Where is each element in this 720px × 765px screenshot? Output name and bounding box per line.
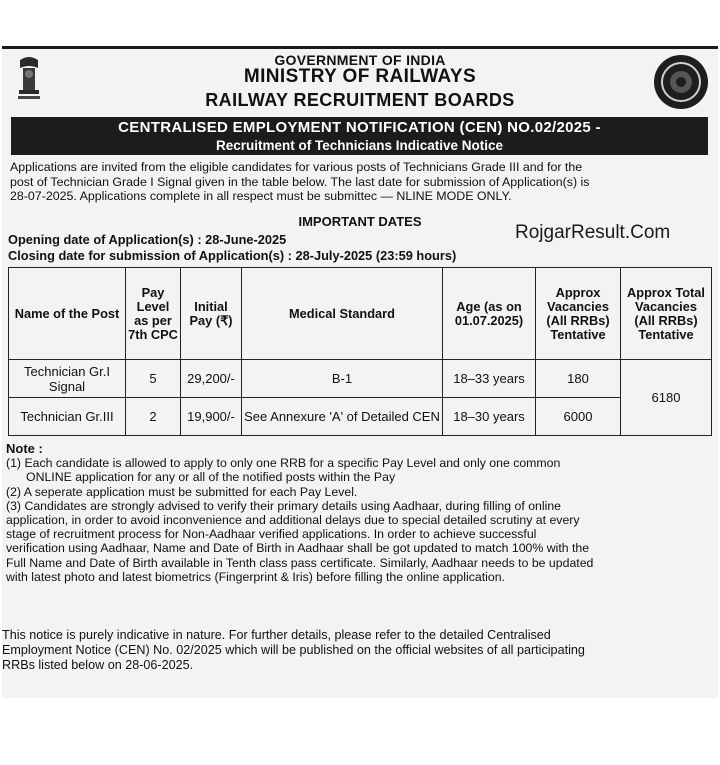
col-header-total: Approx Total Vacancies (All RRBs) Tentative: [621, 268, 712, 360]
col-header-initial-pay: Initial Pay (₹): [181, 268, 242, 360]
col-header-vacancies: Approx Vacancies (All RRBs) Tentative: [536, 268, 621, 360]
cell-pay: 29,200/-: [181, 360, 242, 398]
opening-date: Opening date of Application(s) : 28-June-2025: [8, 232, 287, 247]
cell-total: 6180: [621, 360, 712, 436]
cell-post: Technician Gr.III: [9, 398, 126, 436]
note-line: application, in order to avoid inconvenience and additional delays due to special detailed scrutiny at every: [6, 513, 580, 528]
note-line: (3) Candidates are strongly advised to verify their primary details using Aadhaar, during filling of online: [6, 498, 562, 513]
intro-line: post of Technician Grade I Signal given in the table below. The last date for submission of Application(s) is: [10, 174, 590, 189]
watermark-text: RojgarResult.Com: [515, 222, 671, 243]
intro-paragraph: [10, 160, 589, 204]
cell-level: 5: [126, 360, 181, 398]
closing-line: RRBs listed below on 28-06-2025.: [2, 658, 194, 672]
cen-subtitle: Recruitment of Technicians Indicative Notice: [215, 138, 504, 153]
closing-date: Closing date for submission of Application(s) : 28-July-2025 (23:59 hours): [8, 248, 457, 263]
note-line: with latest photo and latest biometrics (Fingerprint & Iris) before filling the online application.: [6, 569, 505, 584]
cell-age: 18–33 years: [443, 360, 536, 398]
closing-paragraph: [2, 628, 585, 673]
note-line: stage of recruitment process for Non-Aadhaar verified applications. In order to achieve successful: [6, 527, 537, 542]
note-line: ONLINE application for any or all of the notified posts within the Pay: [26, 470, 396, 485]
cell-medical: B-1: [242, 360, 443, 398]
header-rrb: RAILWAY RECRUITMENT BOARDS: [205, 90, 515, 110]
cen-banner: [11, 117, 708, 155]
cell-age: 18–30 years: [443, 398, 536, 436]
cell-post: Technician Gr.I Signal: [9, 360, 126, 398]
table-row: [9, 360, 712, 398]
cell-level: 2: [126, 398, 181, 436]
header-government: GOVERNMENT OF INDIA: [274, 52, 446, 68]
intro-line: Applications are invited from the eligible candidates for various posts of Technicians Grade III and for the: [10, 160, 583, 174]
col-header-pay-level: Pay Level as per 7th CPC: [126, 268, 181, 360]
note-line: (1) Each candidate is allowed to apply to only one RRB for a specific Pay Level and only one common: [6, 456, 561, 471]
intro-line: 28-07-2025. Applications complete in all respect must be submittec — NLINE MODE ONLY.: [10, 189, 512, 204]
table-header-row: [9, 268, 712, 360]
notes-title: Note :: [6, 441, 43, 456]
header-ministry: MINISTRY OF RAILWAYS: [243, 66, 477, 87]
important-dates: [8, 232, 456, 264]
col-header-medical: Medical Standard: [242, 268, 443, 360]
cell-pay: 19,900/-: [181, 398, 242, 436]
notes-section: [6, 442, 593, 584]
top-border: [2, 46, 718, 49]
table-row: [9, 398, 712, 436]
note-line: (2) A seperate application must be submitted for each Pay Level.: [6, 484, 358, 499]
notice-page: [2, 46, 718, 698]
closing-line: Employment Notice (CEN) No. 02/2025 which will be published on the official websites of all participating: [2, 643, 585, 657]
note-line: Full Name and Date of Birth available in Tenth class pass certificate. Similarly, Aadhaar needs to be updated: [6, 555, 594, 570]
vacancy-table: [8, 267, 712, 436]
important-dates-heading: IMPORTANT DATES: [298, 214, 422, 229]
cell-vacancies: 6000: [536, 398, 621, 436]
col-header-age: Age (as on 01.07.2025): [443, 268, 536, 360]
cell-vacancies: 180: [536, 360, 621, 398]
cell-medical: See Annexure 'A' of Detailed CEN: [242, 398, 443, 436]
note-line: verification using Aadhaar, Name and Date of Birth in Aadhaar shall be got updated to match 100% with the: [6, 541, 590, 556]
cen-title: CENTRALISED EMPLOYMENT NOTIFICATION (CEN) NO.02/2025 -: [118, 119, 601, 136]
closing-line: This notice is purely indicative in nature. For further details, please refer to the detailed Centralised: [2, 628, 551, 642]
col-header-post: Name of the Post: [9, 268, 126, 360]
